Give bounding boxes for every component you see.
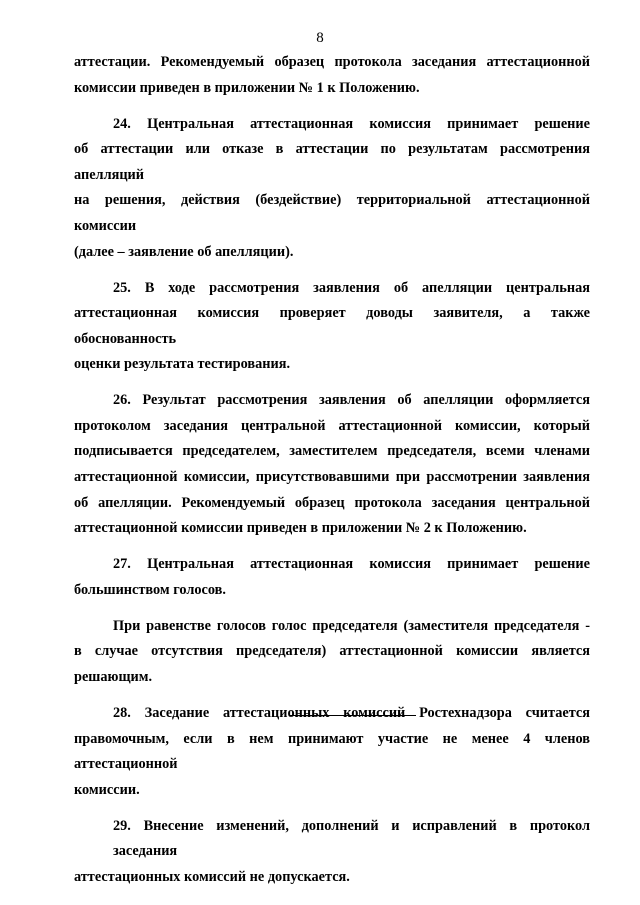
paragraph-p-26 [74, 388, 590, 542]
text-line: 26. Результат рассмотрения заявления об апелляции оформляется [113, 392, 590, 409]
text-line: аттестационной комиссии приведен в приложении № 2 к Положению. [74, 520, 527, 537]
paragraph-p-27 [74, 552, 590, 603]
end-separator-line [290, 715, 416, 716]
text-line: аттестационная комиссия проверяет доводы заявителя, а также обоснованность [74, 305, 590, 347]
paragraph-p-27b [74, 614, 590, 691]
text-line: на решения, действия (бездействие) территориальной аттестационной комиссии [74, 192, 590, 234]
text-line: в случае отсутствия председателя) аттестационной комиссии является [74, 643, 590, 660]
text-line: 28. Заседание аттестационных комиссий Ростехнадзора считается [113, 705, 590, 721]
text-line: оценки результата тестирования. [74, 356, 291, 373]
paragraph-p-28 [74, 701, 590, 803]
text-line: При равенстве голосов голос председателя (заместителя председателя - [113, 617, 590, 634]
page-number: 8 [316, 30, 324, 46]
paragraph-p-continuation [74, 50, 590, 101]
text-line: решающим. [74, 669, 153, 686]
text-line: 27. Центральная аттестационная комиссия принимает решение [113, 556, 590, 573]
text-line: об аттестации или отказе в аттестации по результатам рассмотрения апелляций [74, 141, 590, 183]
text-line: (далее – заявление об апелляции). [74, 243, 294, 260]
text-line: правомочным, если в нем принимают участие не менее 4 членов аттестационной [74, 730, 590, 773]
text-line: протоколом заседания центральной аттестационной комиссии, который [74, 417, 590, 434]
text-line: большинством голосов. [74, 581, 226, 598]
paragraph-p-25 [74, 276, 590, 378]
text-line: подписывается председателем, заместителем председателя, всеми членами [74, 443, 590, 460]
text-line: 25. В ходе рассмотрения заявления об апелляции центральная [113, 279, 590, 296]
document-body [74, 50, 590, 892]
text-line: комиссии. [74, 781, 140, 798]
text-line: аттестационных комиссий не допускается. [74, 868, 350, 885]
text-line: 29. Внесение изменений, дополнений и исправлений в протокол заседания [113, 817, 590, 860]
paragraph-p-24 [74, 112, 590, 266]
text-line: комиссии приведен в приложении № 1 к Положению. [74, 79, 420, 96]
text-line: об апелляции. Рекомендуемый образец протокола заседания центральной [74, 494, 590, 511]
text-line: аттестационной комиссии, присутствовавшими при рассмотрении заявления [74, 469, 590, 486]
text-line: 24. Центральная аттестационная комиссия принимает решение [113, 115, 590, 132]
text-line: аттестации. Рекомендуемый образец протокола заседания аттестационной [74, 54, 590, 70]
paragraph-p-29 [74, 814, 590, 891]
